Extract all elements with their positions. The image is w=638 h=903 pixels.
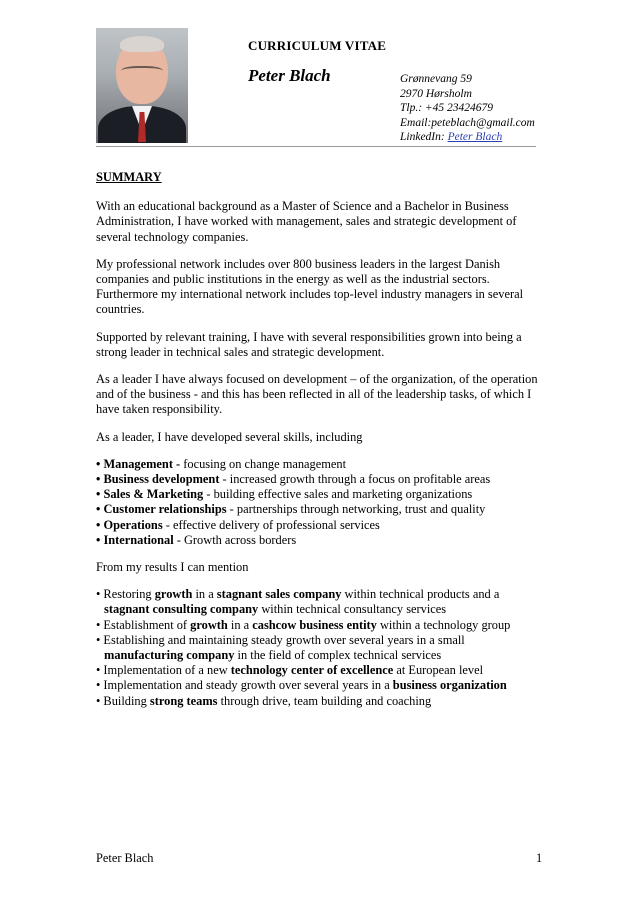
skill-item [96,518,542,533]
skill-item [96,472,542,487]
photo-hair [120,36,164,52]
summary-section [96,170,542,721]
result-text: within technical products and a [341,587,500,602]
result-highlight: strong teams [149,693,218,708]
result-text: • Restoring [96,587,155,602]
skill-desc: - increased growth through a focus on profitable areas [219,472,491,487]
skill-bullet: • [96,456,104,471]
skill-bullet: • [96,517,104,532]
header-divider [96,146,536,147]
result-text: • Establishment of [96,617,191,632]
skill-desc: - building effective sales and marketing organizations [203,487,473,502]
summary-paragraph: As a leader I have always focused on development – of the organization, of the operation and of the business - and this has been reflected in all of the leadership tasks, of which I have taken responsibility. [96,372,538,417]
result-text: within technical consultancy services [258,602,447,617]
photo-glasses [121,66,163,78]
result-text: • Implementation and steady growth over several years in a [96,678,393,693]
linkedin-label: LinkedIn: [400,131,448,143]
skills-list [96,457,542,548]
contact-email: Email:peteblach@gmail.com [400,116,535,129]
skill-bullet: • [96,487,104,502]
skill-item [96,533,542,548]
result-text: through drive, team building and coaching [217,693,432,708]
summary-paragraph: My professional network includes over 800 business leaders in the largest Danish companies and public institutions in the energy as well as the industrial sectors. Furthermore my international network includes top-level industry managers in several countries. [96,256,524,317]
results-list [96,587,542,709]
skill-bullet: • [96,502,104,517]
profile-photo [96,28,188,143]
footer-name: Peter Blach [96,851,154,865]
skill-name: Management - [103,456,181,471]
result-text: in a [227,617,253,632]
page-number: 1 [536,851,543,865]
result-highlight: growth [190,617,228,632]
summary-paragraph: With an educational background as a Master of Science and a Bachelor in Business Administration, I have worked with management, sales and strategic development of several technology companies. [96,199,517,244]
person-name: Peter Blach [248,66,331,85]
result-highlight: stagnant sales company [216,587,342,602]
linkedin-link[interactable]: Peter Blach [447,131,503,143]
result-highlight: stagnant consulting company [104,602,259,617]
skill-desc: - Growth across borders [173,532,297,547]
result-highlight: manufacturing company [104,648,235,663]
contact-linkedin [400,130,535,145]
skill-item [96,487,542,502]
contact-city: 2970 Hørsholm [400,87,472,100]
skill-name: Customer relationships [103,502,227,517]
result-text: in the field of complex technical services [234,648,442,663]
result-item [96,678,542,693]
skill-name: Sales & Marketing [103,487,204,502]
skill-desc: - partnerships through networking, trust and quality [226,502,486,517]
result-highlight: growth [154,587,193,602]
document-title: CURRICULUM VITAE [248,38,387,53]
skill-name: Operations [103,517,163,532]
summary-paragraph: Supported by relevant training, I have with several responsibilities grown into being a strong leader in technical sales and strategic development. [96,329,522,359]
skill-name: Business development [103,472,220,487]
result-text: • Establishing and maintaining steady growth over several years in a small [96,632,465,647]
contact-block [400,72,535,145]
summary-heading: SUMMARY [96,170,162,184]
result-item [96,618,542,633]
skill-item [96,457,542,472]
results-intro: From my results I can mention [96,560,249,575]
result-item [96,633,542,663]
result-highlight: cashcow business entity [252,617,377,632]
result-text: within a technology group [376,617,511,632]
result-text: • Implementation of a new [96,663,231,678]
skill-desc: focusing on change management [180,456,347,471]
result-item [96,587,542,617]
result-item [96,694,542,709]
result-text: • Building [96,693,150,708]
skill-bullet: • [96,532,104,547]
result-highlight: technology center of excellence [230,663,394,678]
result-text: in a [192,587,217,602]
contact-street: Grønnevang 59 [400,73,472,85]
result-item [96,663,542,678]
result-text: at European level [393,663,484,678]
skills-intro: As a leader, I have developed several skills, including [96,429,363,444]
skill-name: International [103,532,174,547]
skill-item [96,502,542,517]
result-highlight: business organization [392,678,507,693]
skill-desc: - effective delivery of professional services [162,517,380,532]
skill-bullet: • [96,472,104,487]
contact-phone: Tlp.: +45 23424679 [400,102,494,114]
